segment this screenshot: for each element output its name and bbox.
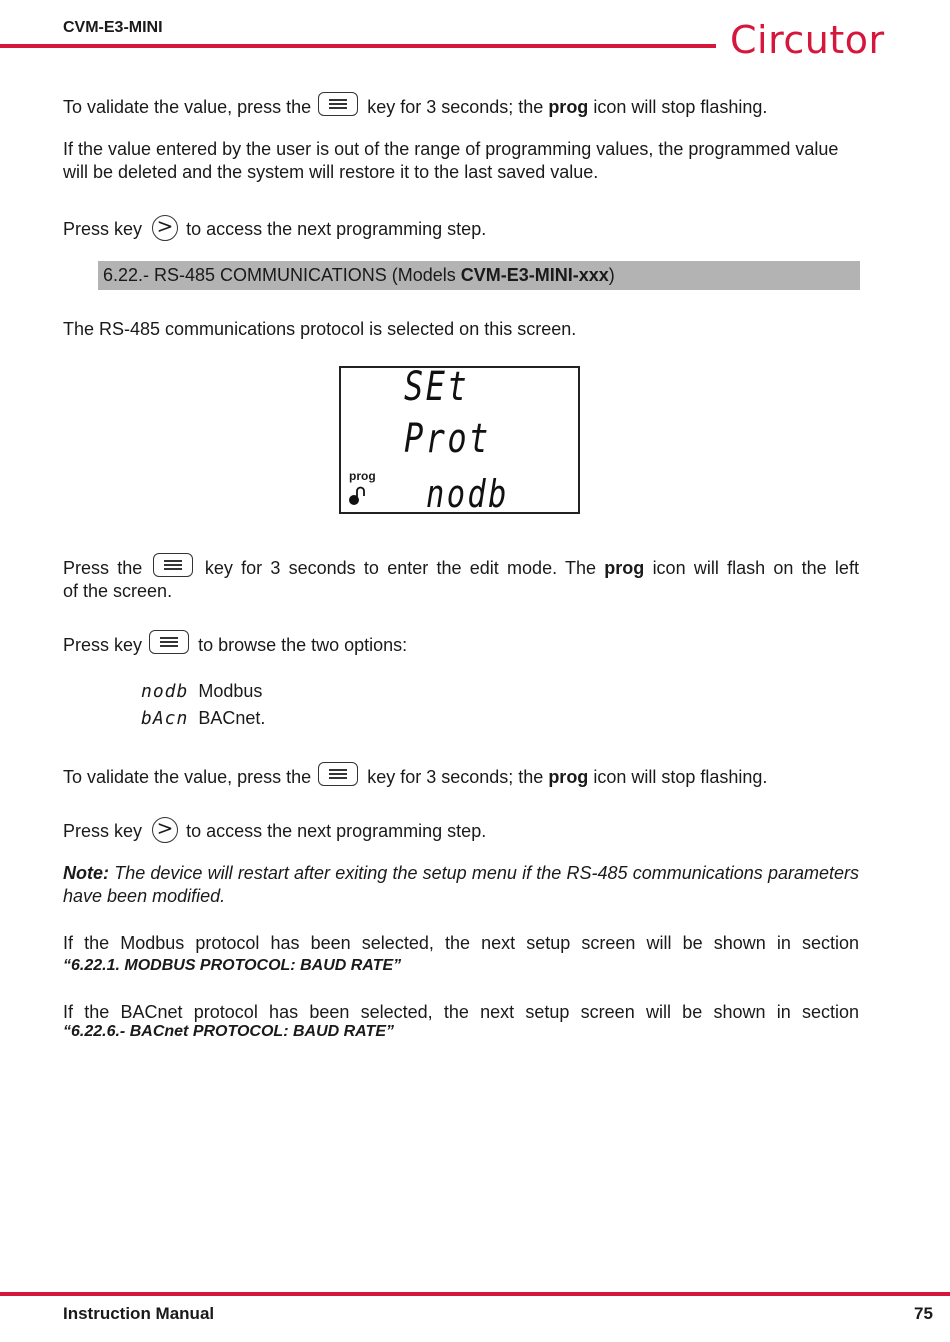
text-segment: key for 3 seconds to enter the edit mode. The	[204, 558, 597, 578]
paragraph-line: of the screen.	[63, 581, 173, 601]
menu-key-icon	[153, 553, 193, 577]
paragraph-validate	[63, 92, 767, 119]
section-reference-bacnet: “6.22.6.- BACnet PROTOCOL: BAUD RATE”	[63, 1023, 394, 1040]
paragraph-next-step-2	[63, 817, 486, 843]
note-paragraph	[63, 862, 859, 908]
text-segment: Press key	[63, 821, 143, 841]
option-label: Modbus	[198, 681, 263, 701]
paragraph-line	[63, 553, 859, 580]
paragraph-intro: The RS-485 communications protocol is selected on this screen.	[63, 319, 577, 339]
text-segment: To validate the value, press the	[63, 767, 312, 787]
section-model-name: CVM-E3-MINI-xxx	[460, 265, 609, 285]
menu-key-icon	[318, 92, 358, 116]
section-title-text: 6.22.- RS-485 COMMUNICATIONS (Models	[103, 265, 461, 285]
section-heading	[98, 261, 860, 290]
text-segment: to browse the two options:	[198, 635, 408, 655]
note-label: Note:	[63, 863, 109, 883]
paragraph-next-step	[63, 215, 486, 241]
chevron-right-key-icon: >	[152, 817, 178, 843]
text-segment: Press the	[63, 558, 143, 578]
chevron-right-key-icon: >	[152, 215, 178, 241]
prog-label: prog	[349, 469, 376, 483]
footer-manual-title: Instruction Manual	[63, 1304, 215, 1323]
text-segment: icon will flash on the left	[652, 558, 859, 578]
text-segment: Press key	[63, 219, 143, 239]
lcd-line-3: nodb	[426, 472, 509, 516]
text-segment: icon will stop flashing.	[593, 97, 768, 117]
paragraph-bacnet-next: If the BACnet protocol has been selected, the next setup screen will be shown in section	[63, 1002, 859, 1022]
option-bacnet	[141, 707, 265, 730]
page-number: 75	[914, 1304, 933, 1323]
prog-term: prog	[548, 767, 589, 787]
menu-key-icon	[318, 762, 358, 786]
option-modbus	[141, 680, 262, 703]
lcd-line-1: SEt	[404, 364, 469, 410]
section-title-text: )	[608, 265, 615, 285]
paragraph-out-of-range: If the value entered by the user is out of the range of programming values, the programmed value will be deleted and the system will restore it to the last saved value.	[63, 139, 839, 182]
header-divider	[0, 44, 716, 48]
paragraph-browse	[63, 630, 407, 657]
text-segment: icon will stop flashing.	[593, 767, 768, 787]
circutor-logo: Circutor	[730, 18, 885, 62]
prog-term: prog	[548, 97, 589, 117]
note-text: The device will restart after exiting the setup menu if the RS-485 communications parameters have been modified.	[63, 863, 859, 906]
prog-term: prog	[604, 558, 645, 578]
prog-lock-icon	[347, 484, 369, 508]
paragraph-edit-mode	[63, 553, 859, 603]
text-segment: Press key	[63, 635, 143, 655]
option-code: nodb	[141, 681, 189, 702]
text-segment: to access the next programming step.	[186, 219, 487, 239]
option-code: bAcn	[141, 708, 189, 729]
lcd-line-2: Prot	[404, 416, 491, 462]
text-segment: To validate the value, press the	[63, 97, 312, 117]
text-segment: to access the next programming step.	[186, 821, 487, 841]
lcd-display	[339, 366, 580, 514]
paragraph-validate-2	[63, 762, 767, 789]
option-label: BACnet.	[198, 708, 266, 728]
text-segment: key for 3 seconds; the	[367, 767, 544, 787]
document-model-title: CVM-E3-MINI	[63, 19, 163, 36]
footer-divider	[0, 1292, 950, 1296]
menu-key-icon	[149, 630, 189, 654]
paragraph-modbus-next: If the Modbus protocol has been selected, the next setup screen will be shown in section	[63, 933, 859, 953]
text-segment: key for 3 seconds; the	[367, 97, 544, 117]
section-reference-modbus: “6.22.1. MODBUS PROTOCOL: BAUD RATE”	[63, 957, 402, 974]
